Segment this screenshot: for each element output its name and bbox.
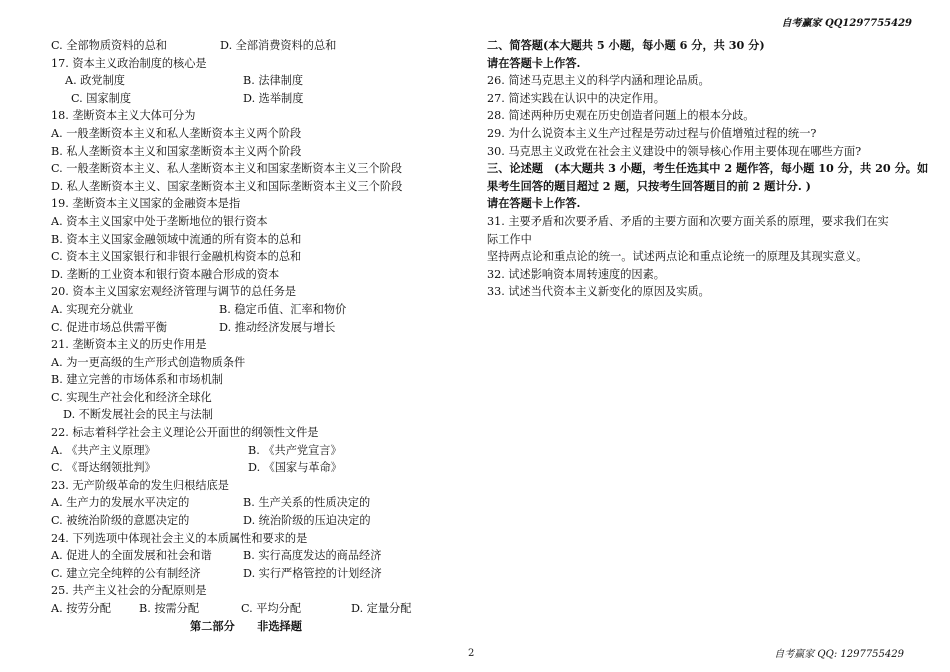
essay-heading-line-2: 果考生回答的题目超过 2 题，只按考生回答题目的前 2 题计分. )	[487, 178, 811, 193]
q16-option-d: D. 全部消费资料的总和	[220, 39, 337, 52]
q25-stem: 25. 共产主义社会的分配原则是	[51, 584, 207, 598]
q24-option-a: A. 促进人的全面发展和社会和谐	[51, 549, 212, 563]
q24-options-ab	[51, 547, 441, 565]
q16-options-cd	[51, 37, 441, 55]
q18-option-d: D. 私人垄断资本主义、国家垄断资本主义和国际垄断资本主义三个阶段	[51, 179, 403, 193]
question-26: 26. 简述马克思主义的科学内涵和理论品质。	[487, 74, 710, 88]
q23-stem: 23. 无产阶级革命的发生归根结底是	[51, 478, 229, 492]
q23-options-cd	[51, 512, 441, 530]
q21-stem: 21. 垄断资本主义的历史作用是	[51, 338, 207, 352]
q22-option-c: C. 《哥达纲领批判》	[51, 461, 156, 475]
q21-option-b: B. 建立完善的市场体系和市场机制	[51, 373, 223, 387]
q20-options-cd	[51, 319, 441, 337]
q18-option-a: A. 一般垄断资本主义和私人垄断资本主义两个阶段	[51, 126, 302, 140]
q21-option-a: A. 为一更高级的生产形式创造物质条件	[51, 355, 246, 369]
q17-option-d: D. 选举制度	[243, 91, 304, 105]
q22-options-cd	[51, 459, 441, 477]
q25-option-c: C. 平均分配	[241, 602, 302, 615]
q18-stem: 18. 垄断资本主义大体可分为	[51, 109, 196, 123]
q24-option-c: C. 建立完全纯粹的公有制经济	[51, 566, 201, 580]
q19-option-d: D. 垄断的工业资本和银行资本融合形成的资本	[51, 267, 280, 281]
part-two-title: 第二部分 非选择题	[190, 618, 302, 633]
essay-heading-line-1: 三、论述题 (本大题共 3 小题，考生任选其中 2 题作答，每小题 10 分，共 20 分。如	[487, 161, 929, 176]
q17-options-ab	[51, 72, 441, 90]
q21-option-c: C. 实现生产社会化和经济全球化	[51, 390, 212, 404]
q20-stem: 20. 资本主义国家宏观经济管理与调节的总任务是	[51, 285, 297, 299]
q21-option-d: D. 不断发展社会的民主与法制	[63, 408, 213, 422]
page-number: 2	[468, 648, 475, 659]
q20-option-b: B. 稳定币值、汇率和物价	[219, 302, 347, 316]
q19-option-a: A. 资本主义国家中处于垄断地位的银行资本	[51, 214, 268, 228]
question-33: 33. 试述当代资本主义新变化的原因及实质。	[487, 285, 710, 299]
q23-option-a: A. 生产力的发展水平决定的	[51, 496, 190, 510]
q20-option-d: D. 推动经济发展与增长	[219, 320, 336, 334]
q19-stem: 19. 垄断资本主义国家的金融资本是指	[51, 197, 241, 211]
q17-option-b: B. 法律制度	[243, 74, 304, 88]
q19-option-b: B. 资本主义国家金融领域中流通的所有资本的总和	[51, 232, 302, 246]
question-29: 29. 为什么说资本主义生产过程是劳动过程与价值增殖过程的统一?	[487, 126, 817, 140]
q20-options-ab	[51, 301, 441, 319]
q18-option-c: C. 一般垄断资本主义、私人垄断资本主义和国家垄断资本主义三个阶段	[51, 162, 402, 176]
q19-option-c: C. 资本主义国家银行和非银行金融机构资本的总和	[51, 250, 302, 264]
short-answer-heading: 二、简答题(本大题共 5 小题，每小题 6 分，共 30 分)	[487, 38, 765, 52]
q22-option-a: A. 《共产主义原理》	[51, 443, 156, 457]
left-column	[51, 37, 441, 635]
q17-option-c: C. 国家制度	[71, 91, 132, 105]
essay-instruction: 请在答题卡上作答.	[487, 196, 581, 211]
q23-option-b: B. 生产关系的性质决定的	[243, 496, 371, 510]
question-30: 30. 马克思主义政党在社会主义建设中的领导核心作用主要体现在哪些方面?	[487, 144, 862, 158]
q25-option-d: D. 定量分配	[351, 602, 412, 615]
q24-options-cd	[51, 565, 441, 583]
q22-option-b: B. 《共产党宣言》	[248, 443, 342, 457]
question-31-line-2: 际工作中	[487, 232, 532, 246]
q24-option-d: D. 实行严格管控的计划经济	[243, 566, 382, 580]
q22-options-ab	[51, 442, 441, 460]
q22-option-d: D. 《国家与革命》	[248, 461, 342, 475]
right-column	[487, 37, 929, 301]
q20-option-c: C. 促进市场总供需平衡	[51, 320, 167, 334]
q24-option-b: B. 实行高度发达的商品经济	[243, 549, 382, 563]
q18-option-b: B. 私人垄断资本主义和国家垄断资本主义两个阶段	[51, 144, 302, 158]
q16-option-c: C. 全部物质资料的总和	[51, 39, 167, 52]
q24-stem: 24. 下列选项中体现社会主义的本质属性和要求的是	[51, 531, 308, 545]
question-28: 28. 简述两种历史观在历史创造者问题上的根本分歧。	[487, 109, 755, 123]
q20-option-a: A. 实现充分就业	[51, 302, 134, 316]
q17-stem: 17. 资本主义政治制度的核心是	[51, 56, 207, 70]
q23-option-c: C. 被统治阶级的意愿决定的	[51, 514, 190, 528]
question-31-line-3: 坚持两点论和重点论的统一。试述两点论和重点论统一的原理及其现实意义。	[487, 250, 868, 264]
question-31-line-1: 31. 主要矛盾和次要矛盾、矛盾的主要方面和次要方面关系的原理，要求我们在实	[487, 214, 889, 228]
q23-options-ab	[51, 494, 441, 512]
page-header: 自考赢家 QQ1297755429	[781, 18, 912, 29]
q25-option-b: B. 按需分配	[139, 602, 200, 615]
q23-option-d: D. 统治阶级的压迫决定的	[243, 514, 371, 528]
q25-option-a: A. 按劳分配	[51, 602, 111, 615]
q17-options-cd	[51, 90, 441, 108]
short-answer-instruction: 请在答题卡上作答.	[487, 55, 581, 70]
q22-stem: 22. 标志着科学社会主义理论公开面世的纲领性文件是	[51, 426, 319, 440]
question-27: 27. 简述实践在认识中的决定作用。	[487, 91, 665, 105]
question-32: 32. 试述影响资本周转速度的因素。	[487, 267, 665, 281]
q17-option-a: A. 政党制度	[65, 74, 125, 88]
q25-options	[51, 600, 441, 618]
page-footer: 自考赢家 QQ: 1297755429	[774, 649, 904, 660]
